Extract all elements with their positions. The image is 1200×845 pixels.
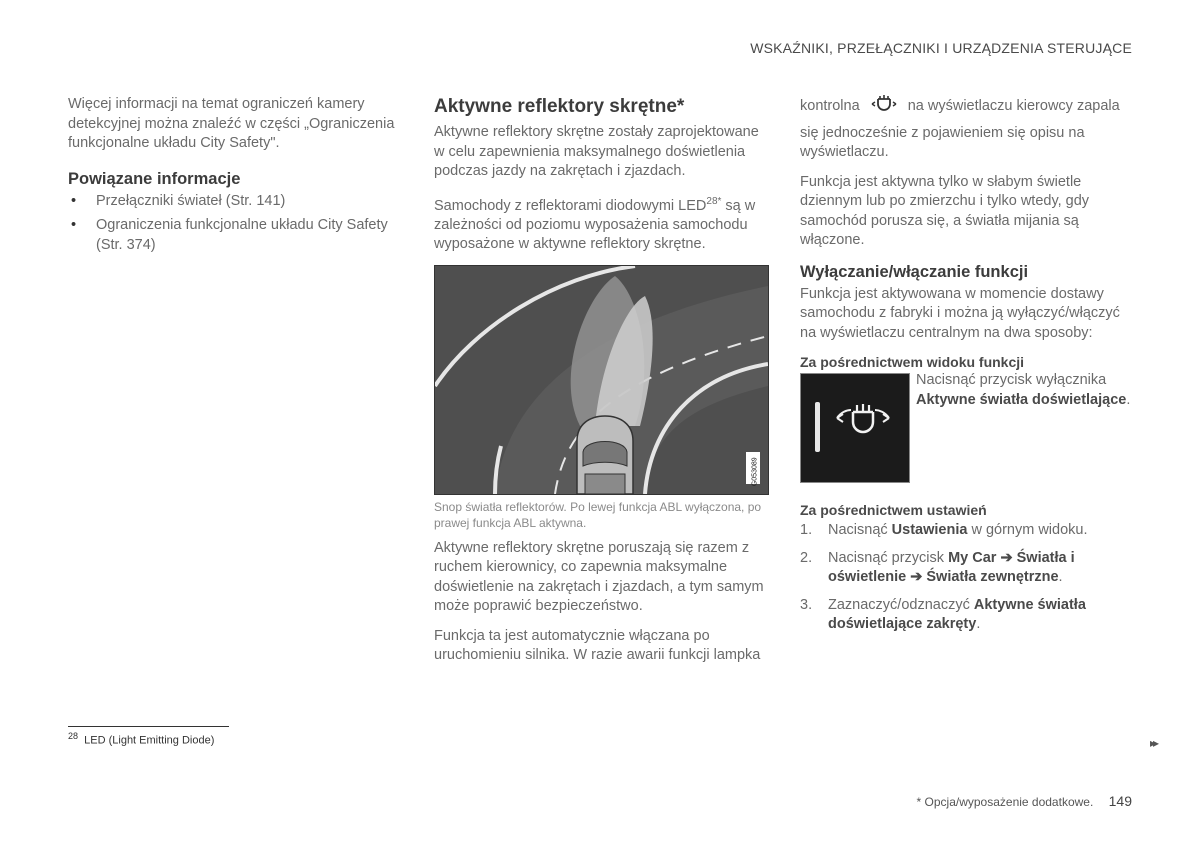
related-info-heading: Powiązane informacje	[68, 169, 241, 188]
settings-step-2	[800, 549, 1135, 588]
settings-step-3	[800, 596, 1135, 635]
related-link-label[interactable]: Przełączniki świateł (Str. 141)	[96, 192, 286, 209]
headlight-bend-icon	[833, 404, 893, 448]
toggle-intro-paragraph: Funkcja jest aktywowana w momencie dostawy samochodu z fabryki i można ją wyłączyć/włączyć na wyświetlaczu centralnym na dwa sposoby:	[800, 285, 1120, 341]
via-function-view-heading: Za pośrednictwem widoku funkcji	[800, 354, 1025, 370]
active-conditions-paragraph: Funkcja jest aktywna tylko w słabym świetle dziennym lub po zmierzchu i tylko wtedy, gdy samochód porusza się, a światła mijania są włączone.	[800, 173, 1090, 248]
ui-label-exterior-lights: Światła zewnętrzne	[926, 569, 1059, 585]
step-text: .	[1058, 569, 1063, 585]
adaptive-headlight-warning-icon	[870, 95, 898, 124]
page-number: 149	[1108, 793, 1132, 809]
warning-lamp-text-a: kontrolna	[800, 98, 860, 114]
chapter-header: WSKAŹNIKI, PRZEŁĄCZNIKI I URZĄDZENIA STERUJĄCE	[750, 40, 1132, 56]
function-view-instruction	[916, 371, 1130, 483]
warning-lamp-paragraph	[800, 95, 1135, 163]
instruction-text: Nacisnąć przycisk wyłącznika	[916, 372, 1107, 388]
related-link-light-switches[interactable]	[68, 192, 408, 212]
headlight-illustration	[434, 265, 769, 495]
intro-paragraph: Więcej informacji na temat ograniczeń kamery detekcyjnej można znaleźć w części „Ograniczenia funkcjonalne układu City Safety".	[68, 96, 395, 151]
warning-lamp-text-b: na wyświetlaczu kierowcy zapala się jednocześnie z pojawieniem się opisu na wyświetlaczu.	[800, 98, 1120, 160]
paragraph-2-text-a: Samochody z reflektorami diodowymi LED	[434, 197, 707, 214]
column-left	[68, 95, 408, 260]
related-link-label[interactable]: Ograniczenia funkcjonalne układu City Safety (Str. 374)	[96, 217, 388, 253]
ui-label-lights: Światła i oświetlenie	[828, 549, 1075, 585]
ui-label-active-bending-lights: Aktywne światła doświetlające zakręty	[828, 596, 1086, 632]
via-settings-heading: Za pośrednictwem ustawień	[800, 502, 987, 518]
footnote-divider	[68, 726, 229, 727]
active-lighting-button-image	[800, 373, 910, 483]
step-text: w górnym widoku.	[967, 522, 1088, 538]
bullet-icon: •	[71, 217, 77, 233]
related-link-city-safety[interactable]	[68, 216, 408, 255]
figure-code: G053089	[751, 457, 759, 486]
page-footer	[917, 793, 1132, 809]
paragraph-3: Aktywne reflektory skrętne poruszają się razem z ruchem kierownicy, co zapewnia maksymalne doświetlenie na zakrętach i zjazdach, a tym samym może poprawić bezpieczeństwo.	[434, 539, 764, 615]
step-number: 2.	[800, 549, 813, 566]
instruction-period: .	[1126, 391, 1131, 408]
settings-step-1	[800, 521, 1135, 541]
bullet-icon: •	[71, 192, 77, 209]
toggle-function-heading: Wyłączanie/włączanie funkcji	[800, 262, 1029, 281]
footnote-number: 28	[68, 731, 79, 741]
function-view-step	[800, 373, 1135, 483]
step-text: Nacisnąć przycisk	[828, 549, 949, 566]
settings-steps-list	[800, 521, 1135, 635]
related-info-list	[68, 192, 408, 256]
footnote	[68, 731, 214, 747]
footnote-text: LED (Light Emitting Diode)	[84, 734, 215, 747]
step-text: .	[976, 616, 981, 632]
column-right	[800, 95, 1135, 643]
continue-marker-icon: ▸▸	[1150, 736, 1157, 750]
ui-button-name: Aktywne światła doświetlające	[916, 391, 1127, 408]
step-number: 1.	[800, 522, 813, 538]
step-number: 3.	[800, 596, 813, 613]
column-middle	[434, 95, 772, 676]
ui-label-settings: Ustawienia	[891, 522, 968, 538]
footnote-ref: 28*	[706, 195, 722, 207]
paragraph-1: Aktywne reflektory skrętne zostały zaprojektowane w celu zapewnienia maksymalnego doświetlenia podczas jazdy na zakrętach i zjazdach.	[434, 124, 759, 179]
step-text: Zaznaczyć/odznaczyć	[828, 596, 974, 613]
road-curve-graphic	[435, 266, 768, 494]
paragraph-2-text-b: są w zależności od poziomu wyposażenia samochodu wyposażone w aktywne reflektory skrętne.	[434, 197, 756, 253]
figure-caption: Snop światła reflektorów. Po lewej funkcja ABL wyłączona, po prawej funkcja ABL aktywna.	[434, 499, 762, 530]
option-note: * Opcja/wyposażenie dodatkowe.	[916, 795, 1094, 809]
arrow-icon: ➔	[996, 549, 1017, 566]
paragraph-2	[434, 192, 772, 255]
paragraph-4: Funkcja ta jest automatycznie włączana po uruchomieniu silnika. W razie awarii funkcji lampka	[434, 627, 761, 664]
car-icon	[577, 416, 633, 494]
step-text: Nacisnąć	[828, 522, 892, 538]
arrow-icon: ➔	[906, 569, 927, 585]
ui-label-my-car: My Car	[948, 549, 997, 566]
section-heading: Aktywne reflektory skrętne*	[434, 96, 685, 117]
